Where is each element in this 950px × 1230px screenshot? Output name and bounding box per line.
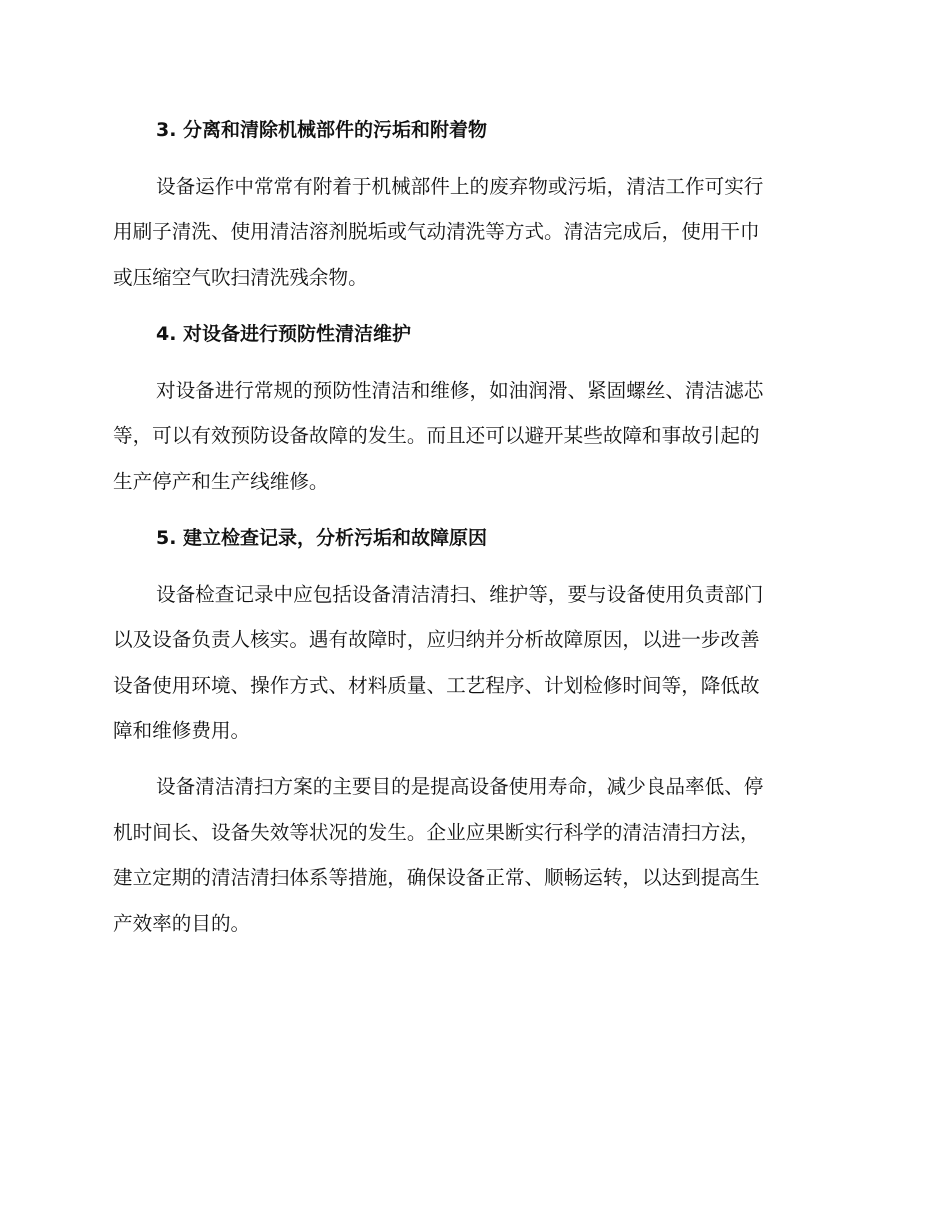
section-4-heading: 4. 对设备进行预防性清洁维护 <box>156 323 412 345</box>
section-4-paragraph-line-1: 对设备进行常规的预防性清洁和维修，如油润滑、紧固螺丝、清洁滤芯 <box>156 379 764 402</box>
section-5-paragraph-line-4: 障和维修费用。 <box>113 719 251 742</box>
section-4-paragraph-line-3: 生产停产和生产线维修。 <box>113 470 329 493</box>
conclusion-line-4: 产效率的目的。 <box>113 912 251 935</box>
section-3-paragraph-line-2: 用刷子清洗、使用清洁溶剂脱垢或气动清洗等方式。清洁完成后，使用干巾 <box>113 220 760 243</box>
section-5-paragraph-line-2: 以及设备负责人核实。遇有故障时，应归纳并分析故障原因，以进一步改善 <box>113 628 760 651</box>
conclusion-line-2: 机时间长、设备失效等状况的发生。企业应果断实行科学的清洁清扫方法， <box>113 821 760 844</box>
section-5-paragraph-line-3: 设备使用环境、操作方式、材料质量、工艺程序、计划检修时间等，降低故 <box>113 674 760 697</box>
conclusion-line-1: 设备清洁清扫方案的主要目的是提高设备使用寿命，减少良品率低、停 <box>156 775 764 798</box>
section-3-paragraph-line-3: 或压缩空气吹扫清洗残余物。 <box>113 266 368 289</box>
section-3-paragraph-line-1: 设备运作中常常有附着于机械部件上的废弃物或污垢，清洁工作可实行 <box>156 175 764 198</box>
conclusion-line-3: 建立定期的清洁清扫体系等措施，确保设备正常、顺畅运转，以达到提高生 <box>113 866 760 889</box>
section-5-paragraph-line-1: 设备检查记录中应包括设备清洁清扫、维护等，要与设备使用负责部门 <box>156 583 764 606</box>
section-4-paragraph-line-2: 等，可以有效预防设备故障的发生。而且还可以避开某些故障和事故引起的 <box>113 424 760 447</box>
section-3-heading: 3. 分离和清除机械部件的污垢和附着物 <box>156 119 488 141</box>
section-5-heading: 5. 建立检查记录，分析污垢和故障原因 <box>156 527 488 549</box>
